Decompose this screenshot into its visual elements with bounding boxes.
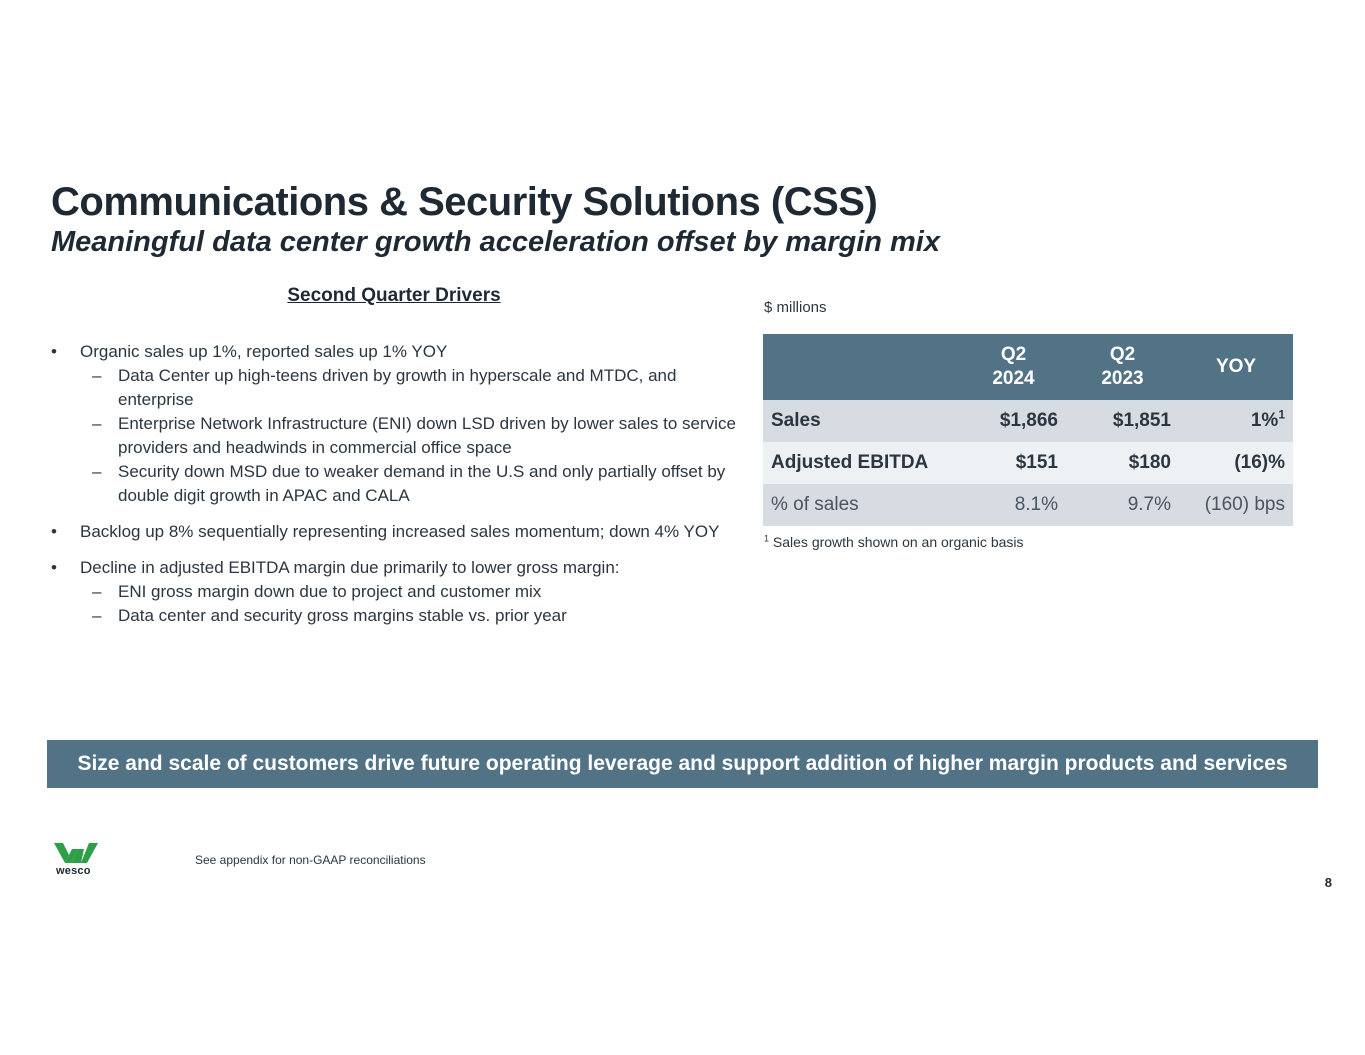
bullet-item — [51, 556, 751, 628]
table-row — [763, 484, 1293, 526]
table-row — [763, 400, 1293, 442]
dash-marker: – — [92, 462, 102, 481]
dash-marker: – — [92, 606, 102, 625]
bullet-item — [51, 340, 751, 508]
header-q2-2023-line2: 2023 — [1101, 368, 1144, 389]
units-label: $ millions — [764, 299, 827, 316]
bullet-dot: • — [51, 342, 57, 361]
footnote-marker: 1 — [1278, 407, 1285, 422]
cell-ebitda-yoy: (16)% — [1179, 442, 1293, 484]
header-q2-2023 — [1066, 334, 1179, 400]
sub-text: Security down MSD due to weaker demand in the U.S and only partially offset by double digit growth in APAC and CALA — [118, 462, 726, 505]
sub-item — [80, 412, 751, 460]
wesco-logo — [54, 843, 100, 879]
sub-text: Enterprise Network Infrastructure (ENI) down LSD driven by lower sales to service providers and headwinds in commercial office space — [118, 414, 736, 457]
row-label-ebitda: Adjusted EBITDA — [763, 442, 961, 484]
footnote-text: Sales growth shown on an organic basis — [772, 534, 1024, 550]
table-footnote — [764, 534, 1024, 550]
header-q2-2024-line2: 2024 — [992, 368, 1035, 389]
row-label-sales: Sales — [763, 400, 961, 442]
cell-pct-2023: 9.7% — [1066, 484, 1179, 526]
header-empty — [763, 334, 961, 400]
drivers-list — [51, 340, 751, 640]
bullet-dot: • — [51, 522, 57, 541]
header-q2-2024 — [961, 334, 1066, 400]
sub-item — [80, 364, 751, 412]
sub-item — [80, 580, 751, 604]
table-header-row — [763, 334, 1293, 400]
footnote-number: 1 — [764, 533, 770, 544]
row-label-pct: % of sales — [763, 484, 961, 526]
key-message-banner: Size and scale of customers drive future operating leverage and support addition of higher margin products and services — [47, 740, 1318, 788]
page-title: Communications & Security Solutions (CSS) — [51, 180, 878, 224]
sub-list — [80, 364, 751, 508]
cell-sales-2024: $1,866 — [961, 400, 1066, 442]
header-q2-2024-line1: Q2 — [1000, 344, 1027, 365]
sales-yoy-value: 1% — [1250, 410, 1279, 431]
header-yoy: YOY — [1179, 334, 1293, 400]
financial-table — [763, 334, 1293, 526]
sub-item — [80, 460, 751, 508]
bullet-text: Backlog up 8% sequentially representing increased sales momentum; down 4% YOY — [80, 522, 720, 541]
table-row — [763, 442, 1293, 484]
cell-pct-yoy: (160) bps — [1179, 484, 1293, 526]
bullet-text: Decline in adjusted EBITDA margin due primarily to lower gross margin: — [80, 558, 620, 577]
cell-ebitda-2024: $151 — [961, 442, 1066, 484]
cell-pct-2024: 8.1% — [961, 484, 1066, 526]
cell-ebitda-2023: $180 — [1066, 442, 1179, 484]
bullet-text: Organic sales up 1%, reported sales up 1% YOY — [80, 342, 448, 361]
cell-sales-yoy — [1179, 400, 1293, 442]
dash-marker: – — [92, 582, 102, 601]
cell-sales-2023: $1,851 — [1066, 400, 1179, 442]
logo-mark-icon — [54, 843, 98, 863]
page-number: 8 — [1324, 875, 1332, 890]
header-q2-2023-line1: Q2 — [1109, 344, 1136, 365]
logo-wordmark: wesco — [56, 865, 91, 877]
bullet-dot: • — [51, 558, 57, 577]
dash-marker: – — [92, 366, 102, 385]
dash-marker: – — [92, 414, 102, 433]
sub-text: Data center and security gross margins stable vs. prior year — [118, 606, 567, 625]
sub-text: ENI gross margin down due to project and customer mix — [118, 582, 542, 601]
sub-item — [80, 604, 751, 628]
drivers-heading: Second Quarter Drivers — [287, 285, 501, 306]
bullet-item — [51, 520, 751, 544]
page-subtitle: Meaningful data center growth acceleration offset by margin mix — [51, 226, 940, 258]
sub-list — [80, 580, 751, 628]
sub-text: Data Center up high-teens driven by growth in hyperscale and MTDC, and enterprise — [118, 366, 677, 409]
appendix-note: See appendix for non-GAAP reconciliations — [195, 853, 426, 867]
